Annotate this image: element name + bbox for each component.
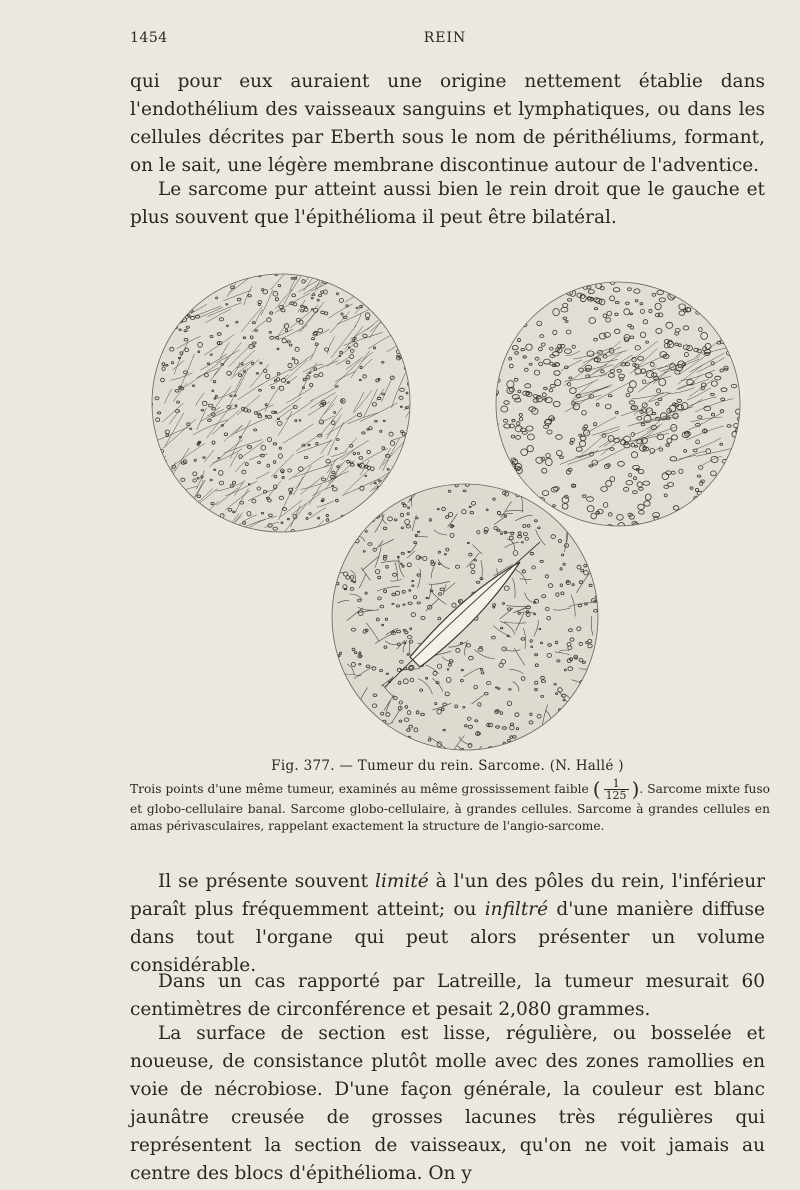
magnification-fraction: [604, 778, 629, 801]
fraction-numerator: 1: [604, 778, 629, 790]
caption-start: Trois points d'une même tumeur, examinés au même grossissement faible: [130, 782, 589, 796]
running-head: [130, 30, 760, 54]
paragraph-3-part1: Il se présente souvent: [158, 871, 376, 892]
paragraph-4: [130, 968, 765, 1024]
paragraph-2: [130, 176, 765, 232]
figure-caption: Trois points d'une même tumeur, examinés au même grossissement faible ( $\frac{1}{125}$ ). Sarcome mixte fuso et globo-cellulaire banal. Sarcome globo-cellulaire, à grandes cellules. Sarcome à grandes cellules en amas périvasculaires, rappelant exactement la structure de l'angio-sarcome.: [130, 777, 770, 833]
paragraph-4-text: Dans un cas rapporté par Latreille, la tumeur mesurait 60 centimètres de circonférence et pesait 2,080 grammes.: [130, 971, 765, 1020]
caption-end: . Sarcome mixte fuso et globo-cellulaire banal. Sarcome globo-cellulaire, à grandes cellules. Sarcome à grandes cellules en amas périvasculaires, rappelant exactement la structure de l'angio-sarcome.: [130, 782, 770, 833]
page-number: 1454: [130, 30, 168, 46]
fraction-denominator: 125: [605, 789, 627, 802]
emphasis-limite: limité: [375, 871, 429, 892]
paragraph-3-part3: d'une manière diffuse dans tout l'organe qui peut alors présenter un volume considérable.: [130, 899, 765, 976]
paragraph-2-text: Le sarcome pur atteint aussi bien le rein droit que le gauche et plus souvent que l'épithélioma il peut être bilatéral.: [130, 179, 765, 228]
micrograph-perivascular: [330, 482, 600, 752]
paragraph-1: qui pour eux auraient une origine nettement établie dans l'endothélium des vaisseaux sanguins et lymphatiques, ou dans les cellules décrites par Eberth sous le nom de périthéliums, formant, on le sait, une légère membrane discontinue autour de l'adventice.: [130, 71, 765, 176]
running-title: REIN: [423, 30, 467, 46]
figure-title: Fig. 377. — Tumeur du rein. Sarcome. (N. Hallé ): [271, 758, 624, 774]
paragraph-5: [130, 1020, 765, 1188]
paragraph-3-part2: à l'un des pôles du rein, l'inférieur paraît plus fréquemment atteint; ou: [130, 871, 766, 920]
emphasis-infiltre: infiltré: [484, 899, 549, 920]
paragraph-5-text: La surface de section est lisse, régulière, ou bosselée et noueuse, de consistance plutôt molle avec des zones ramollies en voie de nécrobiose. D'une façon générale, la couleur est blanc jaunâtre creusée de grosses lacunes très régulières qui représentent la section de vaisseaux, qu'on ne voit jamais au centre des blocs d'épithélioma. On y: [130, 1023, 765, 1184]
paragraph-3: [130, 868, 765, 980]
